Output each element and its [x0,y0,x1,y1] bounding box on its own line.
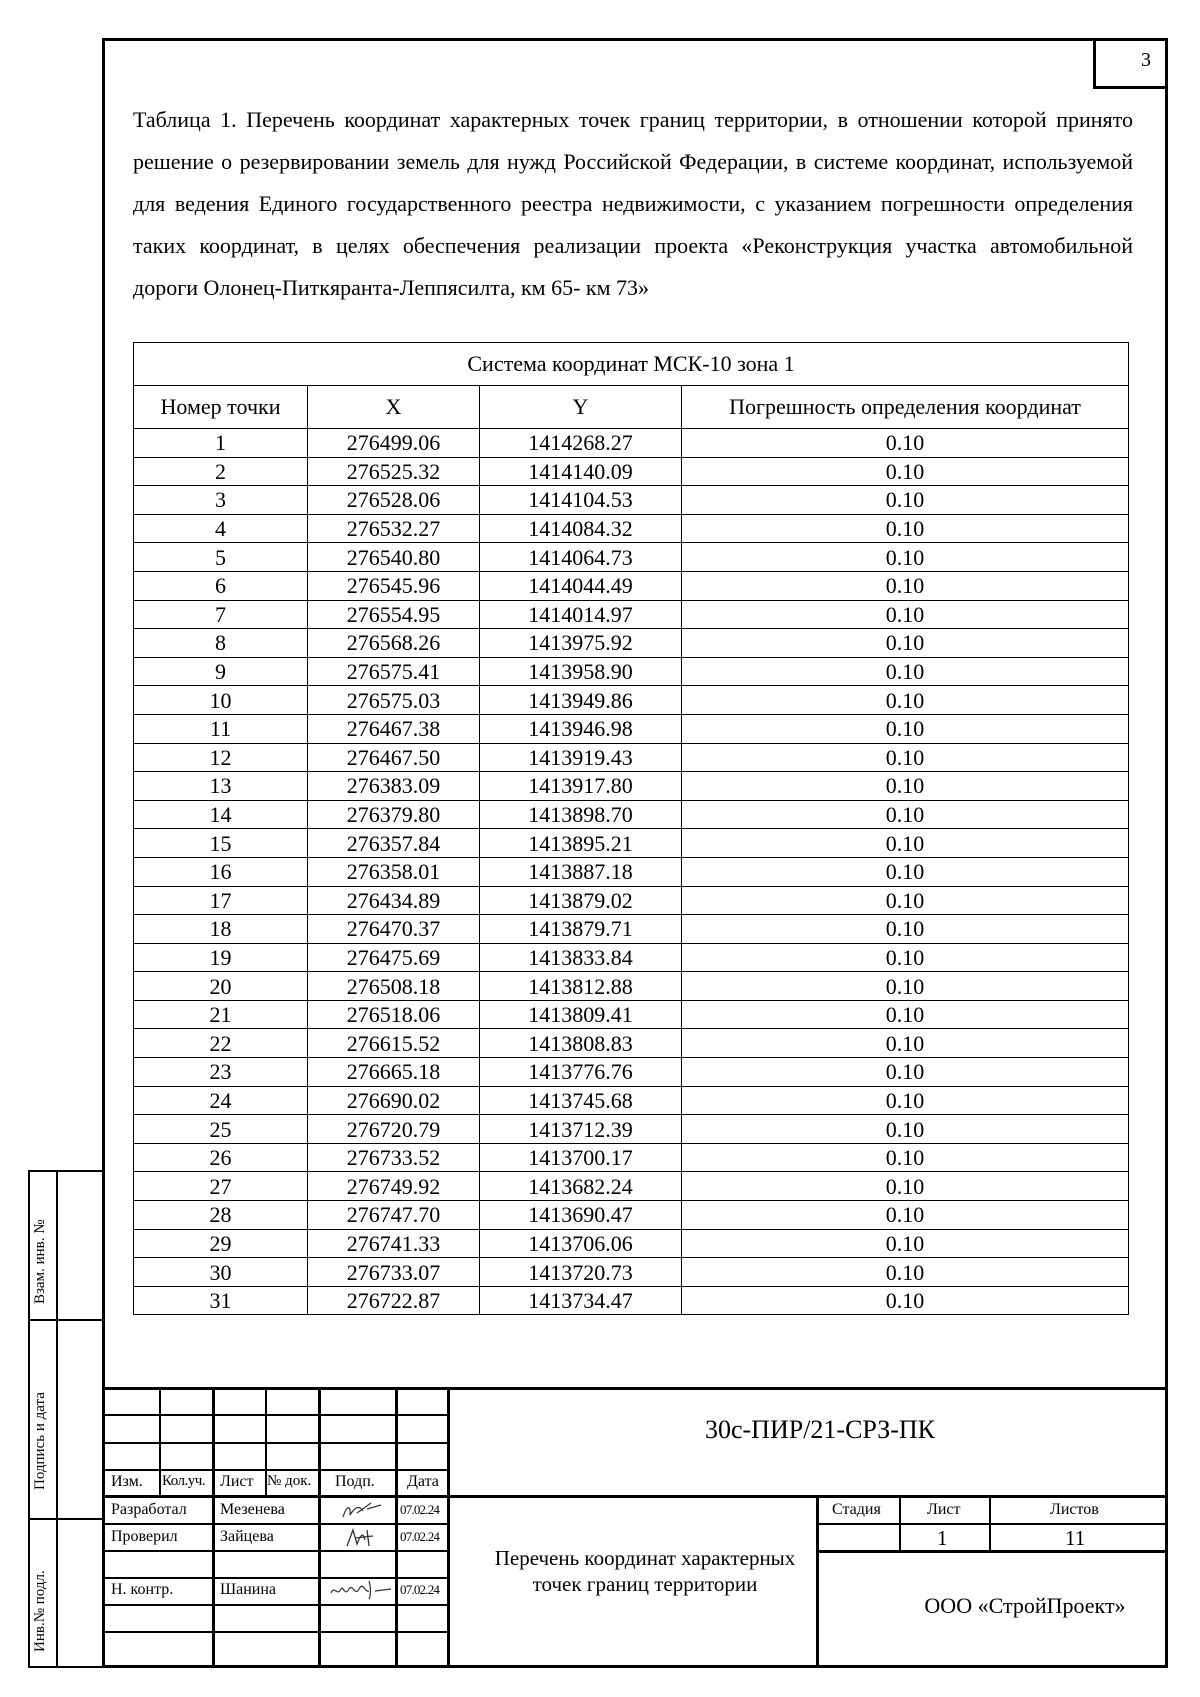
y-coordinate-cell: 1413917.80 [480,772,682,801]
y-coordinate-cell: 1413879.02 [480,886,682,915]
x-coordinate-cell: 276358.01 [308,857,480,886]
y-coordinate-cell: 1413919.43 [480,743,682,772]
accuracy-cell: 0.10 [682,629,1129,658]
x-coordinate-cell: 276747.70 [308,1201,480,1230]
accuracy-cell: 0.10 [682,972,1129,1001]
accuracy-cell: 0.10 [682,1058,1129,1087]
header-y: Y [480,386,682,429]
table-row [134,1229,1129,1258]
x-coordinate-cell: 276690.02 [308,1086,480,1115]
header-quantity: Кол.уч. [162,1473,206,1489]
date-developed: 07.02.24 [400,1502,440,1517]
x-coordinate-cell: 276733.07 [308,1258,480,1287]
y-coordinate-cell: 1413895.21 [480,829,682,858]
x-coordinate-cell: 276741.33 [308,1229,480,1258]
header-point-number: Номер точки [134,386,308,429]
point-number-cell: 26 [134,1143,308,1172]
sheets-value: 11 [1065,1526,1086,1550]
accuracy-cell: 0.10 [682,1029,1129,1058]
table-row [134,1143,1129,1172]
y-coordinate-cell: 1413809.41 [480,1000,682,1029]
name-checked: Зайцева [220,1528,274,1545]
x-coordinate-cell: 276518.06 [308,1000,480,1029]
point-number-cell: 8 [134,629,308,658]
page-number: 3 [1093,41,1165,89]
x-coordinate-cell: 276475.69 [308,943,480,972]
table-row [134,1115,1129,1144]
point-number-cell: 22 [134,1029,308,1058]
point-number-cell: 16 [134,857,308,886]
header-change: Изм. [111,1473,143,1490]
accuracy-cell: 0.10 [682,1229,1129,1258]
signature-developed [337,1499,387,1523]
accuracy-cell: 0.10 [682,743,1129,772]
header-x: X [308,386,480,429]
date-norm-control: 07.02.24 [400,1582,440,1597]
point-number-cell: 7 [134,600,308,629]
x-coordinate-cell: 276568.26 [308,629,480,658]
coordinates-table [133,342,1129,1315]
point-number-cell: 9 [134,657,308,686]
title-block [105,1387,1165,1665]
table-body [134,429,1129,1315]
document-code: 30с-ПИР/21-СРЗ-ПК [704,1415,935,1444]
table-row [134,1201,1129,1230]
accuracy-cell: 0.10 [682,657,1129,686]
point-number-cell: 13 [134,772,308,801]
table-row [134,857,1129,886]
x-coordinate-cell: 276749.92 [308,1172,480,1201]
role-developed: Разработал [111,1501,187,1518]
signature-norm-control [325,1577,397,1603]
accuracy-cell: 0.10 [682,600,1129,629]
header-doc-number: № док. [267,1473,312,1489]
table-row [134,657,1129,686]
point-number-cell: 25 [134,1115,308,1144]
x-coordinate-cell: 276383.09 [308,772,480,801]
side-strip [28,1170,102,1668]
y-coordinate-cell: 1413734.47 [480,1286,682,1315]
accuracy-cell: 0.10 [682,800,1129,829]
accuracy-cell: 0.10 [682,857,1129,886]
accuracy-cell: 0.10 [682,486,1129,515]
name-developed: Мезенева [220,1501,285,1518]
point-number-cell: 19 [134,943,308,972]
table-row [134,1086,1129,1115]
table-row [134,886,1129,915]
y-coordinate-cell: 1413700.17 [480,1143,682,1172]
x-coordinate-cell: 276720.79 [308,1115,480,1144]
y-coordinate-cell: 1413898.70 [480,800,682,829]
accuracy-cell: 0.10 [682,829,1129,858]
x-coordinate-cell: 276665.18 [308,1058,480,1087]
y-coordinate-cell: 1414064.73 [480,543,682,572]
y-coordinate-cell: 1413690.47 [480,1201,682,1230]
x-coordinate-cell: 276532.27 [308,514,480,543]
coordinate-system-title: Система координат МСК-10 зона 1 [134,343,1129,386]
y-coordinate-cell: 1413812.88 [480,972,682,1001]
sheet-title: Перечень координат характерных точек границ территории [494,1546,796,1596]
point-number-cell: 12 [134,743,308,772]
accuracy-cell: 0.10 [682,915,1129,944]
x-coordinate-cell: 276525.32 [308,457,480,486]
table-row [134,915,1129,944]
accuracy-cell: 0.10 [682,1086,1129,1115]
point-number-cell: 11 [134,714,308,743]
y-coordinate-cell: 1413958.90 [480,657,682,686]
y-coordinate-cell: 1413706.06 [480,1229,682,1258]
y-coordinate-cell: 1413833.84 [480,943,682,972]
x-coordinate-cell: 276733.52 [308,1143,480,1172]
x-coordinate-cell: 276470.37 [308,915,480,944]
sheet-label: Лист [927,1501,961,1518]
y-coordinate-cell: 1414140.09 [480,457,682,486]
role-checked: Проверил [111,1528,178,1545]
y-coordinate-cell: 1414268.27 [480,429,682,458]
accuracy-cell: 0.10 [682,1115,1129,1144]
accuracy-cell: 0.10 [682,1286,1129,1315]
stage-label: Стадия [832,1501,881,1518]
y-coordinate-cell: 1414014.97 [480,600,682,629]
accuracy-cell: 0.10 [682,1143,1129,1172]
accuracy-cell: 0.10 [682,1258,1129,1287]
table-row [134,1172,1129,1201]
table-row [134,772,1129,801]
x-coordinate-cell: 276575.41 [308,657,480,686]
accuracy-cell: 0.10 [682,543,1129,572]
point-number-cell: 6 [134,571,308,600]
point-number-cell: 27 [134,1172,308,1201]
x-coordinate-cell: 276379.80 [308,800,480,829]
table-row [134,1058,1129,1087]
point-number-cell: 28 [134,1201,308,1230]
name-norm-control: Шанина [220,1581,277,1598]
x-coordinate-cell: 276508.18 [308,972,480,1001]
original-inventory-label: Инв.№ подл. [32,1570,48,1652]
table-row [134,1258,1129,1287]
date-checked: 07.02.24 [400,1529,440,1544]
accuracy-cell: 0.10 [682,1201,1129,1230]
accuracy-cell: 0.10 [682,514,1129,543]
accuracy-cell: 0.10 [682,571,1129,600]
table-row [134,457,1129,486]
point-number-cell: 17 [134,886,308,915]
y-coordinate-cell: 1413879.71 [480,915,682,944]
point-number-cell: 14 [134,800,308,829]
sheets-label: Листов [1050,1501,1099,1518]
accuracy-cell: 0.10 [682,457,1129,486]
y-coordinate-cell: 1413808.83 [480,1029,682,1058]
point-number-cell: 15 [134,829,308,858]
y-coordinate-cell: 1413975.92 [480,629,682,658]
point-number-cell: 3 [134,486,308,515]
point-number-cell: 23 [134,1058,308,1087]
point-number-cell: 5 [134,543,308,572]
table-row [134,429,1129,458]
organization-name: ООО «СтройПроект» [924,1593,1126,1618]
accuracy-cell: 0.10 [682,1000,1129,1029]
table-row [134,800,1129,829]
point-number-cell: 20 [134,972,308,1001]
table-row [134,486,1129,515]
accuracy-cell: 0.10 [682,886,1129,915]
signature-date-label: Подпись и дата [32,1392,48,1490]
y-coordinate-cell: 1413720.73 [480,1258,682,1287]
table-row [134,686,1129,715]
y-coordinate-cell: 1413887.18 [480,857,682,886]
y-coordinate-cell: 1413946.98 [480,714,682,743]
table-row [134,1029,1129,1058]
accuracy-cell: 0.10 [682,1172,1129,1201]
accuracy-cell: 0.10 [682,686,1129,715]
point-number-cell: 29 [134,1229,308,1258]
table-row [134,743,1129,772]
y-coordinate-cell: 1414084.32 [480,514,682,543]
x-coordinate-cell: 276575.03 [308,686,480,715]
accuracy-cell: 0.10 [682,714,1129,743]
drawing-frame [102,38,1168,1668]
table-row [134,571,1129,600]
table-row [134,1286,1129,1315]
header-signature: Подп. [335,1473,375,1490]
table-row [134,829,1129,858]
accuracy-cell: 0.10 [682,772,1129,801]
point-number-cell: 10 [134,686,308,715]
y-coordinate-cell: 1413682.24 [480,1172,682,1201]
header-accuracy: Погрешность определения координат [682,386,1129,429]
point-number-cell: 18 [134,915,308,944]
role-norm-control: Н. контр. [111,1581,174,1598]
table-row [134,972,1129,1001]
y-coordinate-cell: 1413949.86 [480,686,682,715]
table-row [134,514,1129,543]
sheet-value: 1 [937,1526,948,1550]
header-date: Дата [407,1473,439,1490]
signature-checked [337,1526,387,1550]
y-coordinate-cell: 1413745.68 [480,1086,682,1115]
x-coordinate-cell: 276540.80 [308,543,480,572]
y-coordinate-cell: 1413776.76 [480,1058,682,1087]
table-caption: Таблица 1. Перечень координат характерных точек границ территории, в отношении которой принято решение о резервировании земель для нужд Российской Федерации, в системе координат, используемой для ведения Единого государственного реестра недвижимости, с указанием погрешности определения таких координат, в целях обеспечения реализации проекта «Реконструкция участка автомобильной дороги Олонец-Питкяранта-Леппясилта, км 65- км 73» [133,107,1133,300]
x-coordinate-cell: 276722.87 [308,1286,480,1315]
y-coordinate-cell: 1414104.53 [480,486,682,515]
x-coordinate-cell: 276554.95 [308,600,480,629]
y-coordinate-cell: 1413712.39 [480,1115,682,1144]
y-coordinate-cell: 1414044.49 [480,571,682,600]
header-sheet: Лист [220,1473,254,1490]
accuracy-cell: 0.10 [682,429,1129,458]
x-coordinate-cell: 276499.06 [308,429,480,458]
accuracy-cell: 0.10 [682,943,1129,972]
table-row [134,543,1129,572]
point-number-cell: 1 [134,429,308,458]
x-coordinate-cell: 276434.89 [308,886,480,915]
point-number-cell: 30 [134,1258,308,1287]
point-number-cell: 31 [134,1286,308,1315]
point-number-cell: 2 [134,457,308,486]
x-coordinate-cell: 276545.96 [308,571,480,600]
table-row [134,600,1129,629]
point-number-cell: 21 [134,1000,308,1029]
x-coordinate-cell: 276528.06 [308,486,480,515]
x-coordinate-cell: 276467.38 [308,714,480,743]
point-number-cell: 4 [134,514,308,543]
point-number-cell: 24 [134,1086,308,1115]
table-row [134,1000,1129,1029]
replaced-inventory-label: Взам. инв. № [32,1219,48,1304]
x-coordinate-cell: 276615.52 [308,1029,480,1058]
table-row [134,714,1129,743]
table-row [134,629,1129,658]
x-coordinate-cell: 276357.84 [308,829,480,858]
x-coordinate-cell: 276467.50 [308,743,480,772]
table-row [134,943,1129,972]
